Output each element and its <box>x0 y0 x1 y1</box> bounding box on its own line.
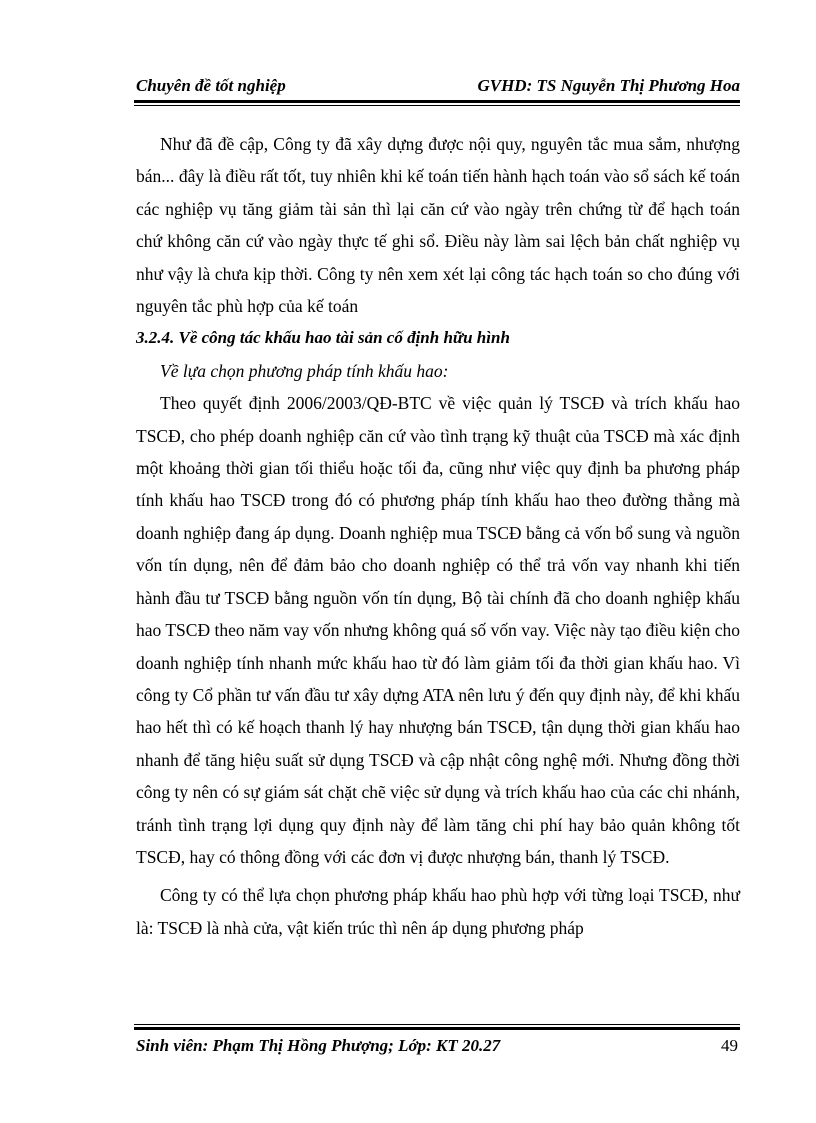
body-paragraph-2: Theo quyết định 2006/2003/QĐ-BTC về việc quản lý TSCĐ và trích khấu hao TSCĐ, cho phép doanh nghiệp căn cứ vào tình trạng kỹ thuật của TSCĐ mà xác định một khoảng thời gian tối thiểu hoặc tối đa, cũng như việc quy định ba phương pháp tính khấu hao TSCĐ trong đó có phương pháp tính khấu hao theo đường thẳng mà doanh nghiệp đang áp dụng. Doanh nghiệp mua TSCĐ bằng cả vốn bổ sung và nguồn vốn tín dụng, nên để đảm bảo cho doanh nghiệp có thể trả vốn vay nhanh khi tiến hành đầu tư TSCĐ bằng nguồn vốn tín dụng, Bộ tài chính đã cho doanh nghiệp khấu hao TSCĐ theo năm vay vốn nhưng không quá số vốn vay. Việc này tạo điều kiện cho doanh nghiệp tính nhanh mức khấu hao từ đó làm giảm tối đa thời gian khấu hao. Vì công ty Cổ phần tư vấn đầu tư xây dựng ATA nên lưu ý đến quy định này, để khi khấu hao hết thì có kế hoạch thanh lý hay nhượng bán TSCĐ, tận dụng thời gian khấu hao nhanh để tăng hiệu suất sử dụng TSCĐ và cập nhật công nghệ mới. Nhưng đồng thời công ty nên có sự giám sát chặt chẽ việc sử dụng và trích khấu hao của các chi nhánh, tránh tình trạng lợi dụng quy định này để làm tăng chi phí hay bảo quản không tốt TSCĐ, hay có thông đồng với các đơn vị được nhượng bán, thanh lý TSCĐ. <box>136 393 740 867</box>
section-heading: 3.2.4. Về công tác khấu hao tài sản cố định hữu hình <box>136 328 510 348</box>
footer-student-info: Sinh viên: Phạm Thị Hồng Phượng; Lớp: KT 20.27 <box>136 1036 501 1055</box>
section-subheading: Về lựa chọn phương pháp tính khấu hao: <box>160 360 449 381</box>
page-header <box>134 76 740 98</box>
footer-rule-thin <box>134 1024 740 1025</box>
page-footer <box>134 1036 740 1058</box>
body-paragraph-1: Như đã đề cập, Công ty đã xây dựng được nội quy, nguyên tắc mua sắm, nhượng bán... đây là điều rất tốt, tuy nhiên khi kế toán tiến hành hạch toán vào sổ sách kế toán các nghiệp vụ tăng giảm tài sản thì lại căn cứ vào ngày trên chứng từ để hạch toán chứ không căn cứ vào ngày thực tế ghi sổ. Điều này làm sai lệch bản chất nghiệp vụ như vậy là chưa kịp thời. Công ty nên xem xét lại công tác hạch toán so cho đúng với nguyên tắc phù hợp của kế toán <box>136 134 740 317</box>
header-rule-thin <box>134 105 740 106</box>
page-body <box>136 128 740 944</box>
header-rule-thick <box>134 100 740 103</box>
page-number: 49 <box>721 1036 738 1055</box>
body-paragraph-3: Công ty có thể lựa chọn phương pháp khấu hao phù hợp với từng loại TSCĐ, như là: TSCĐ là nhà cửa, vật kiến trúc thì nên áp dụng phương pháp <box>136 885 740 938</box>
header-supervisor: GVHD: TS Nguyễn Thị Phương Hoa <box>477 76 740 95</box>
header-document-title: Chuyên đề tốt nghiệp <box>136 76 286 95</box>
footer-rule-thick <box>134 1027 740 1030</box>
